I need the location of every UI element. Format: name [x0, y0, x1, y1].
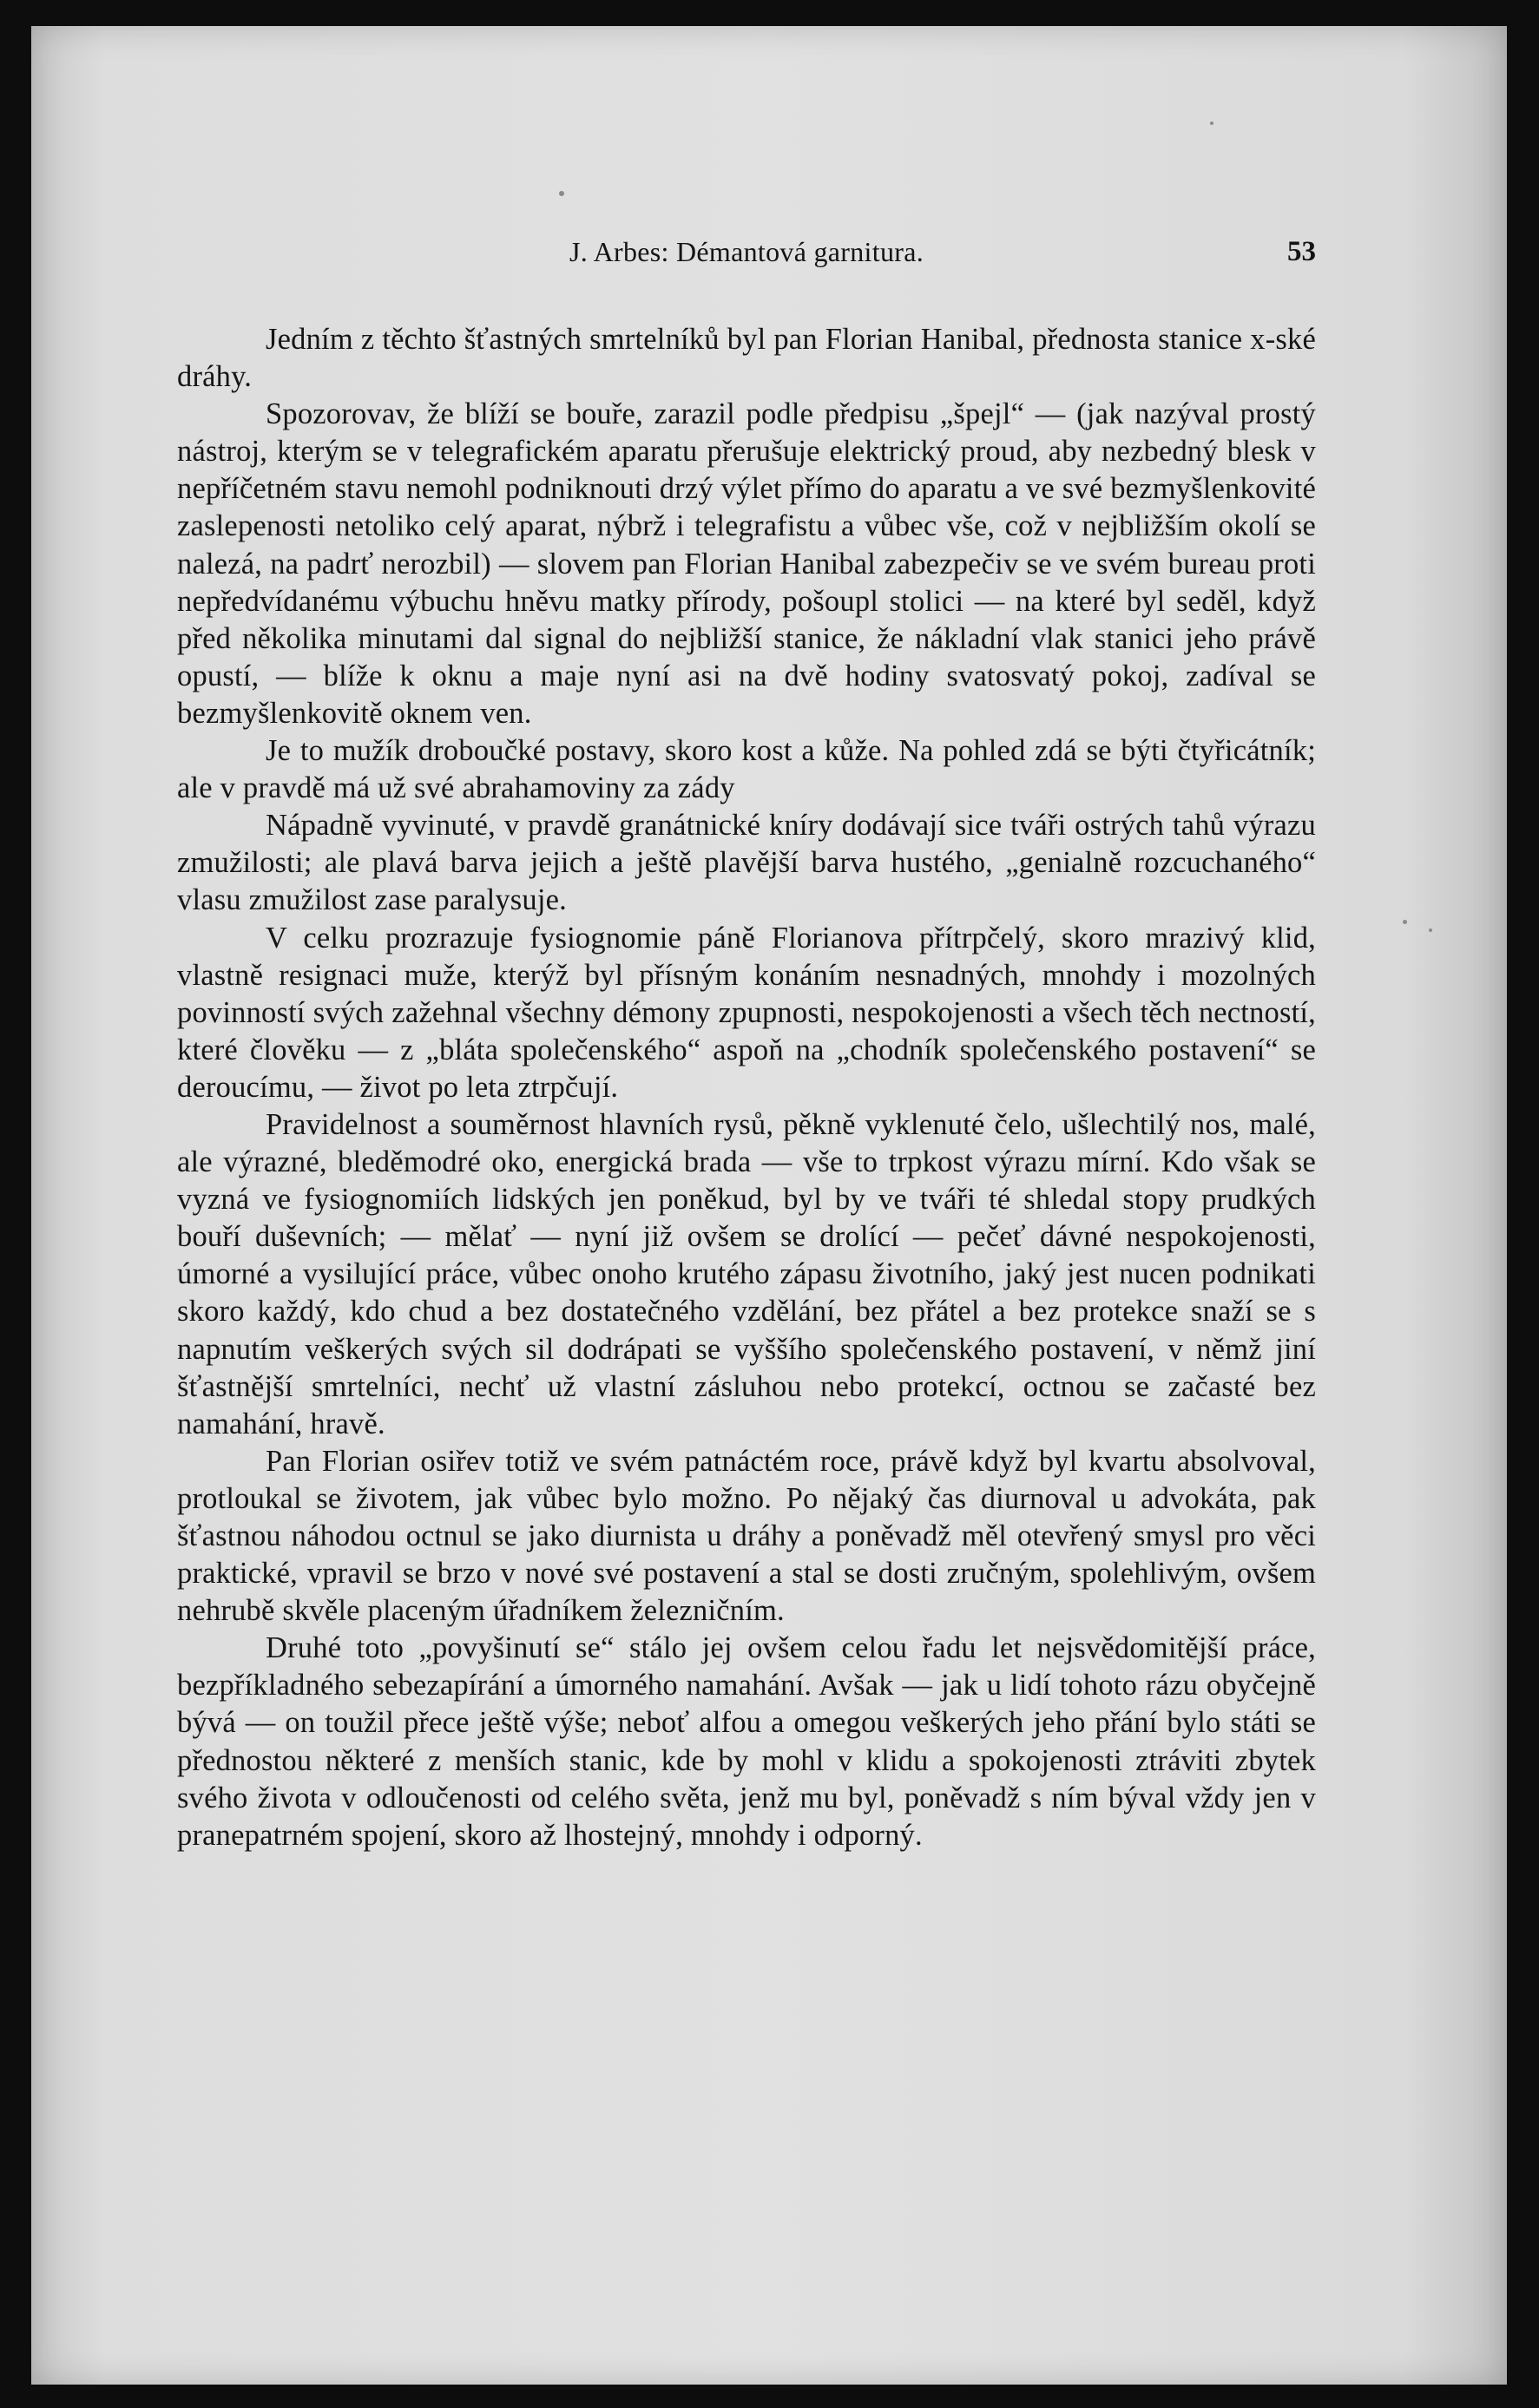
scan-speck	[1210, 121, 1213, 125]
book-page	[31, 26, 1507, 2385]
body-text	[177, 321, 1316, 1854]
scan-speck	[559, 191, 564, 196]
paragraph: Spozorovav, že blíží se bouře, zarazil podle předpisu „špejl“ — (jak nazýval prostý nástroj, kterým se v telegrafickém aparatu přerušuje elektrický proud, aby nezbedný blesk v nepříčetném stavu nemohl podniknouti drzý výlet přímo do aparatu a ve své bezmyšlenkovité zaslepenosti netoliko celý aparat, nýbrž i telegrafistu a vůbec vše, což v nejbližším okolí se nalezá, na padrť nerozbil) — slovem pan Florian Hanibal zabezpečiv se ve svém bureau proti nepředvídanému výbuchu hněvu matky přírody, pošoupl stolici — na které byl seděl, když před několika minutami dal signal do nejbližší stanice, že nákladní vlak stanici jeho právě opustí, — blíže k oknu a maje nyní asi na dvě hodiny svatosvatý pokoj, zadíval se bezmyšlenkovitě oknem ven.	[177, 397, 1316, 730]
paragraph: V celku prozrazuje fysiognomie páně Florianova přítrpčelý, skoro mrazivý klid, vlastně resignaci muže, kterýž byl přísným konáním nesnadných, mnohdy i mozolných povinností svých zažehnal všechny démony zpupnosti, nespokojenosti a všech těch nectností, které člověku — z „bláta společenského“ aspoň na „chodník společenského postavení“ se deroucímu, — život po leta ztrpčují.	[177, 921, 1316, 1104]
scan-speck	[1403, 920, 1407, 924]
page-number: 53	[1287, 236, 1316, 267]
paragraph: Pan Florian osiřev totiž ve svém patnáctém roce, právě když byl kvartu absolvoval, protloukal se životem, jak vůbec bylo možno. Po nějaký čas diurnoval u advokáta, pak šťastnou náhodou octnul se jako diurnista u dráhy a poněvadž měl otevřený smysl pro věci praktické, vpravil se brzo v nové své postavení a stal se dosti zručným, spolehlivým, ovšem nehrubě skvěle placeným úřadníkem železničním.	[177, 1444, 1316, 1628]
scan-speck	[1429, 928, 1432, 932]
running-title: J. Arbes: Démantová garnitura.	[569, 236, 924, 267]
paragraph: Je to mužík droboučké postavy, skoro kost a kůže. Na pohled zdá se býti čtyřicátník; ale v pravdě má už své abrahamoviny za zády	[177, 734, 1316, 805]
paragraph: Druhé toto „povyšinutí se“ stálo jej ovšem celou řadu let nejsvědomitější práce, bezpříkladného sebezapírání a úmorného namahání. Avšak — jak u lidí tohoto rázu obyčejně bývá — on toužil přece ještě výše; neboť alfou a omegou veškerých jeho přání bylo státi se přednostou některé z menších stanic, kde by mohl v klidu a spokojenosti ztráviti zbytek svého života v odloučenosti od celého světa, jenž mu byl, poněvadž s ním býval vždy jen v pranepatrném spojení, skoro až lhostejný, mnohdy i odporný.	[177, 1631, 1316, 1852]
paragraph: Nápadně vyvinuté, v pravdě granátnické kníry dodávají sice tváři ostrých tahů výrazu zmužilosti; ale plavá barva jejich a ještě plavější barva hustého, „genialně rozcuchaného“ vlasu zmužilost zase paralysuje.	[177, 809, 1316, 917]
paragraph: Pravidelnost a souměrnost hlavních rysů, pěkně vyklenuté čelo, ušlechtilý nos, malé, ale výrazné, bleděmodré oko, energická brada — vše to trpkost výrazu mírní. Kdo však se vyzná ve fysiognomiích lidských jen poněkud, byl by ve tváři té shledal stopy prudkých bouří duševních; — mělať — nyní již ovšem se drolící — pečeť dávné nespokojenosti, úmorné a vysilující práce, vůbec onoho krutého zápasu životního, jaký jest nucen podnikati skoro každý, kdo chud a bez dostatečného vzdělání, bez přátel a bez protekce snaží se s napnutím veškerých svých sil dodrápati se vyššího společenského postavení, v němž jiní šťastnější smrtelníci, nechť už vlastní zásluhou nebo protekcí, octnou se začasté bez namahání, hravě.	[177, 1107, 1316, 1440]
paragraph: Jedním z těchto šťastných smrtelníků byl pan Florian Hanibal, přednosta stanice x-ské dráhy.	[177, 323, 1316, 394]
page-header	[177, 219, 1316, 279]
